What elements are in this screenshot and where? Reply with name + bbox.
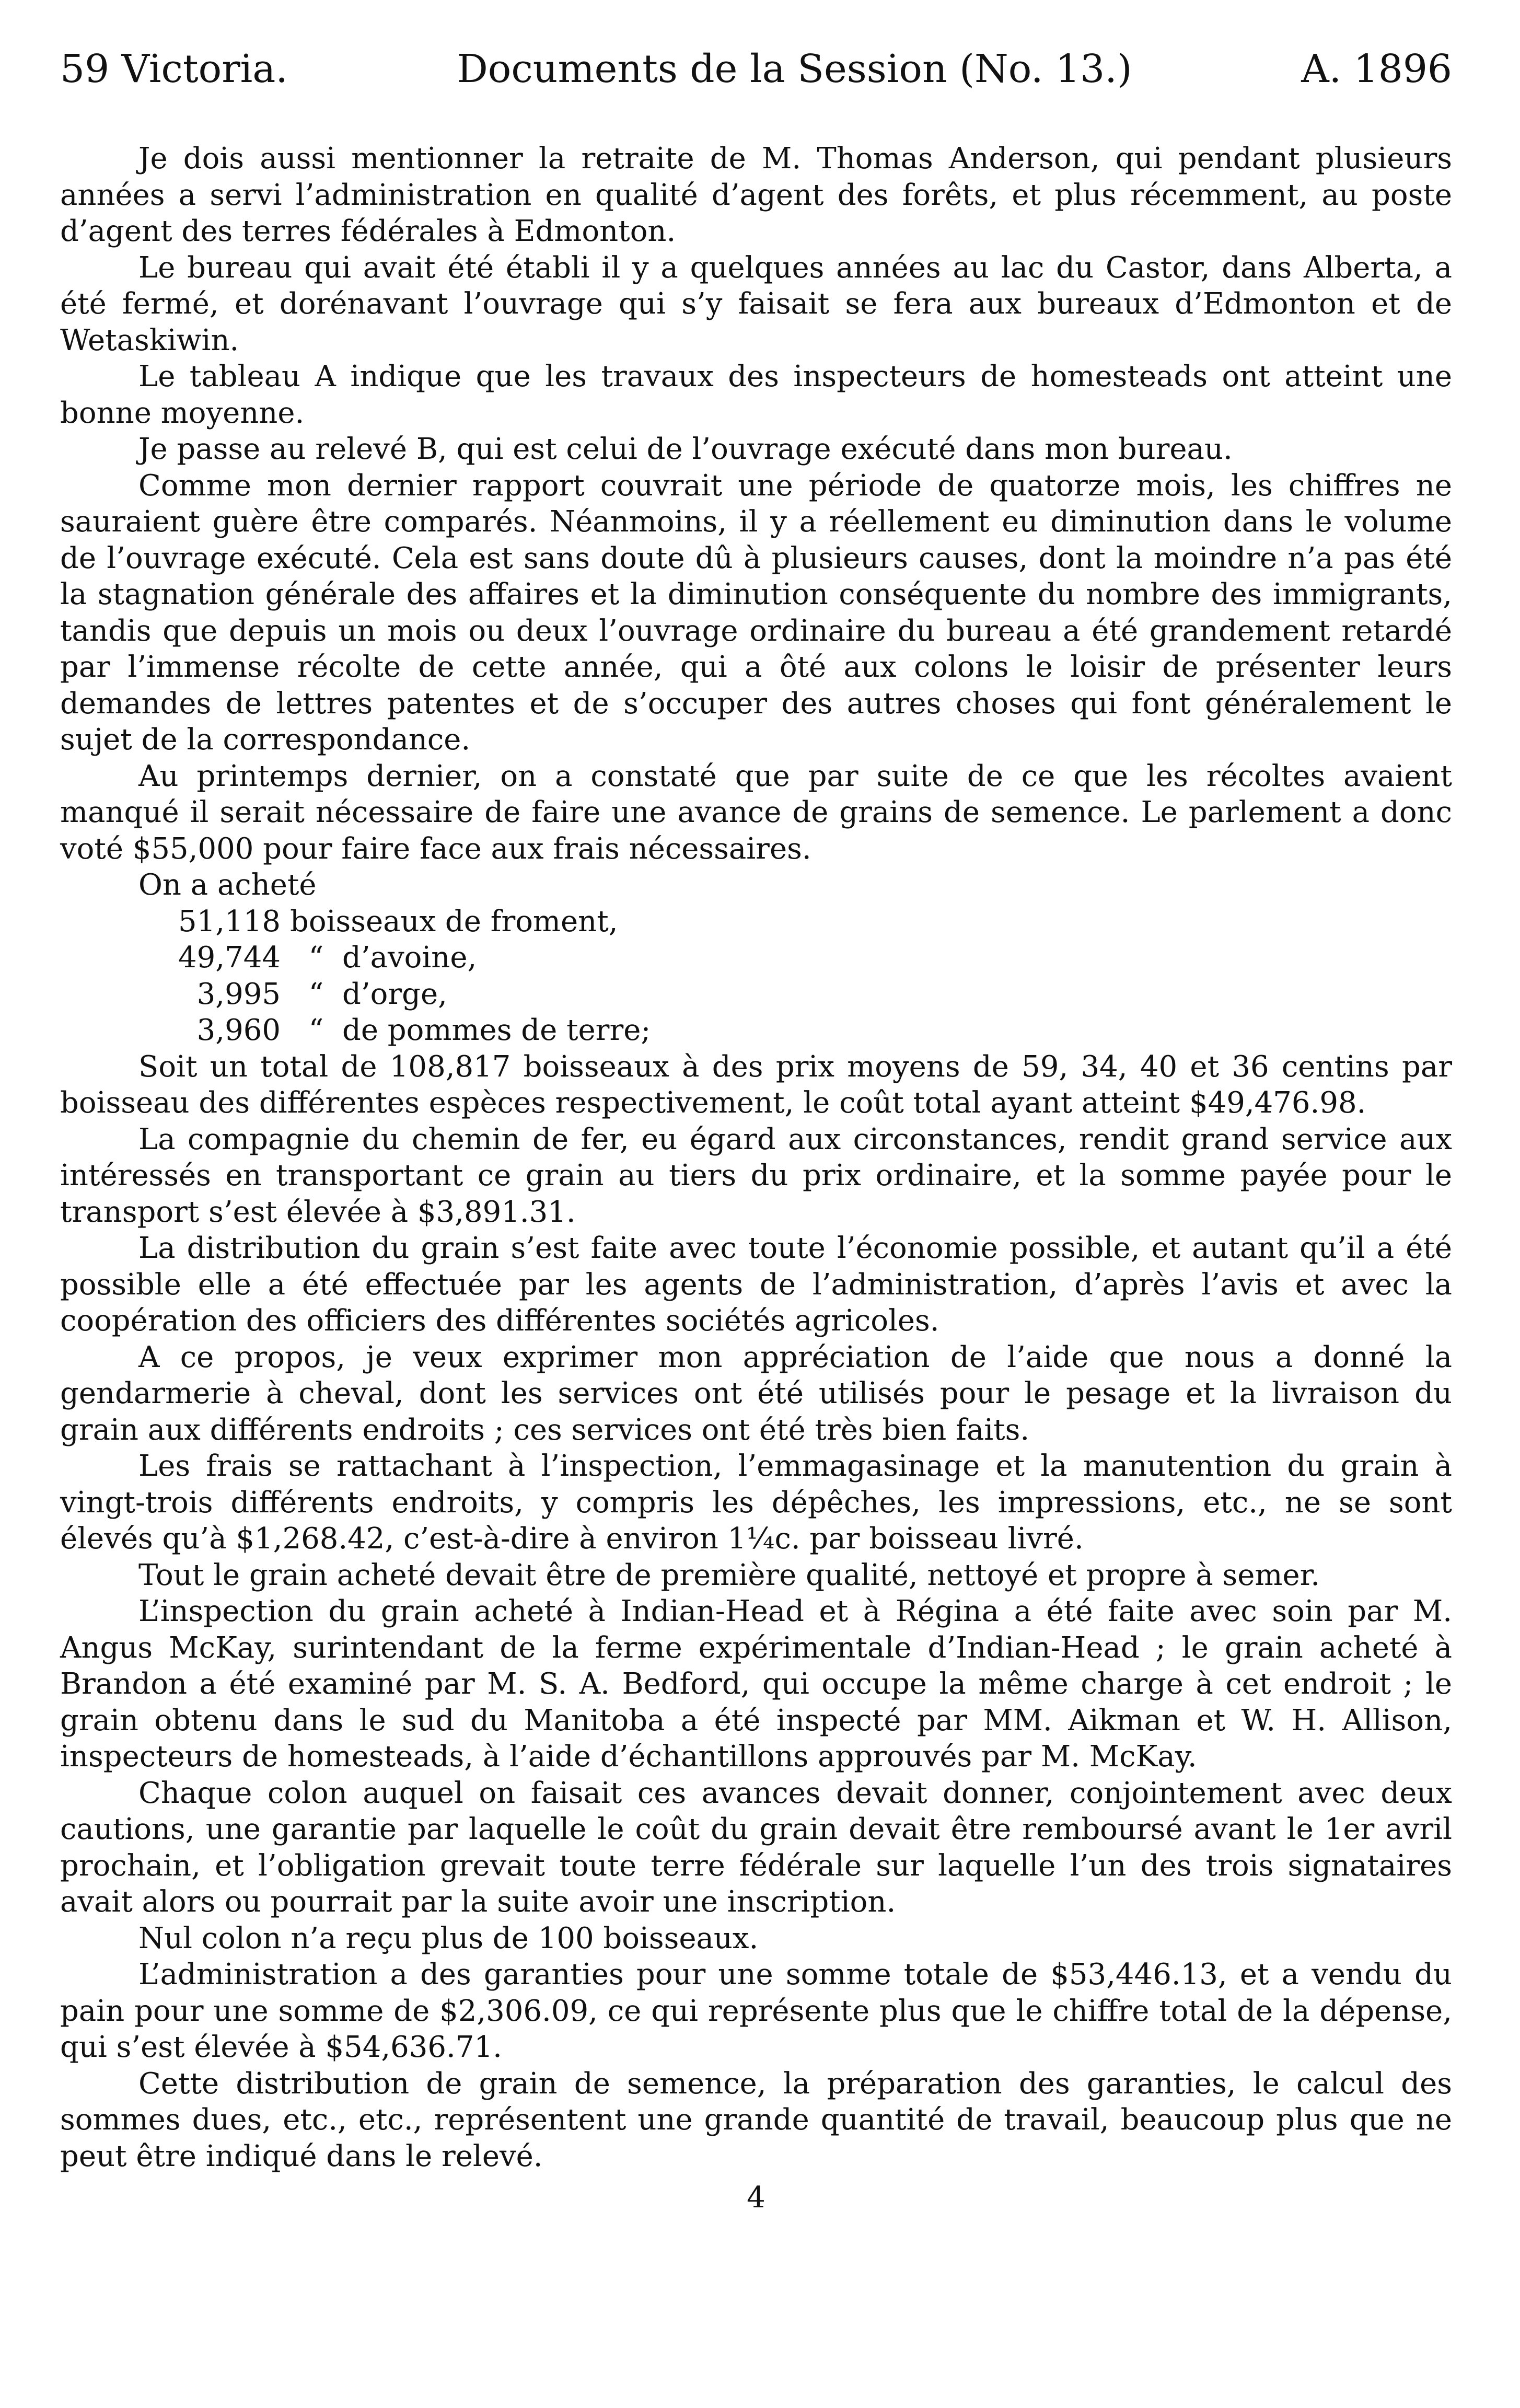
purchase-qty: 51,118 [178, 904, 281, 939]
running-header [60, 47, 1452, 91]
paragraph: Cette distribution de grain de semence, la préparation des garanties, le calcul des sommes dues, etc., etc., représentent une grande quantité de travail, beaucoup plus que ne peut être indiqué dans le relevé. [60, 2066, 1452, 2173]
purchase-item [138, 976, 1452, 1013]
ditto-mark: “ [308, 977, 324, 1011]
purchase-qty: 3,995 [196, 977, 281, 1011]
body-text [60, 141, 1452, 867]
paragraph: Comme mon dernier rapport couvrait une période de quatorze mois, les chiffres ne sauraient guère être comparés. Néanmoins, il y a réellement eu diminution dans le volume de l’ouvrage exécuté. Cela est sans doute dû à plusieurs causes, dont la moindre n’a pas été la stagnation générale des affaires et la diminution conséquente du nombre des immigrants, tandis que depuis un mois ou deux l’ouvrage ordinaire du bureau a été grandement retardé par l’immense récolte de cette année, qui a ôté aux colons le loisir de présenter leurs demandes de lettres patentes et de s’occuper des autres choses qui font généralement le sujet de la correspondance. [60, 468, 1452, 757]
page-number: 4 [747, 2181, 765, 2215]
paragraph: Tout le grain acheté devait être de première qualité, nettoyé et propre à semer. [138, 1558, 1320, 1592]
paragraph: Le tableau A indique que les travaux des inspecteurs de homesteads ont atteint une bonne moyenne. [60, 360, 1452, 430]
purchase-lead-text: On a acheté [138, 868, 317, 902]
body-text-continued [60, 1049, 1452, 2175]
paragraph: Chaque colon auquel on faisait ces avances devait donner, conjointement avec deux cautions, une garantie par laquelle le coût du grain devait être remboursé avant le 1er avril prochain, et l’obligation grevait toute terre fédérale sur laquelle l’un des trois signataires avait alors ou pourrait par la suite avoir une inscription. [60, 1776, 1452, 1919]
purchase-item [138, 1012, 1452, 1049]
paragraph: La distribution du grain s’est faite avec toute l’économie possible, et autant qu’il a été possible elle a été effectuée par les agents de l’administration, d’après l’avis et avec la coopération des officiers des différentes sociétés agricoles. [60, 1231, 1452, 1338]
header-year: A. 1896 [1301, 47, 1452, 91]
header-session: 59 Victoria. [60, 47, 288, 91]
purchase-list [138, 867, 1452, 1049]
purchase-desc: d’avoine, [342, 941, 477, 975]
paragraph: Les frais se rattachant à l’inspection, l’emmagasinage et la manutention du grain à vingt-trois différents endroits, y compris les dépêches, les impressions, etc., ne se sont élevés qu’à $1,268.42, c’est-à-dire à environ 1¼c. par boisseau livré. [60, 1449, 1452, 1556]
purchase-item [138, 904, 1452, 940]
paragraph: Au printemps dernier, on a constaté que par suite de ce que les récoltes avaient manqué il serait nécessaire de faire une avance de grains de semence. Le parlement a donc voté $55,000 pour faire face aux frais nécessaires. [60, 759, 1452, 866]
purchase-desc: de pommes de terre; [342, 1013, 651, 1047]
paragraph: A ce propos, je veux exprimer mon appréciation de l’aide que nous a donné la gendarmerie à cheval, dont les services ont été utilisés pour le pesage et la livraison du grain aux différents endroits ; ces services ont été très bien faits. [60, 1340, 1452, 1447]
purchase-qty: 49,744 [178, 941, 281, 975]
purchase-item [138, 940, 1452, 976]
paragraph: Je passe au relevé B, qui est celui de l’ouvrage exécuté dans mon bureau. [138, 432, 1233, 466]
purchase-desc: boisseaux de froment, [290, 904, 618, 939]
header-title: Documents de la Session (No. 13.) [457, 47, 1132, 91]
paragraph: L’inspection du grain acheté à Indian-Head et à Régina a été faite avec soin par M. Angus McKay, surintendant de la ferme expérimentale d’Indian-Head ; le grain acheté à Brandon a été examiné par M. S. A. Bedford, qui occupe la même charge à cet endroit ; le grain obtenu dans le sud du Manitoba a été inspecté par MM. Aikman et W. H. Allison, inspecteurs de homesteads, à l’aide d’échantillons approuvés par M. McKay. [60, 1594, 1452, 1774]
ditto-mark: “ [308, 1013, 324, 1047]
paragraph: Nul colon n’a reçu plus de 100 boisseaux. [138, 1921, 759, 1955]
paragraph: Le bureau qui avait été établi il y a quelques années au lac du Castor, dans Alberta, a été fermé, et dorénavant l’ouvrage qui s’y faisait se fera aux bureaux d’Edmonton et de Wetaskiwin. [60, 250, 1452, 357]
purchase-qty: 3,960 [196, 1013, 281, 1047]
ditto-mark: “ [308, 941, 324, 975]
paragraph: L’administration a des garanties pour une somme totale de $53,446.13, et a vendu du pain pour une somme de $2,306.09, ce qui représente plus que le chiffre total de la dépense, qui s’est élevée à $54,636.71. [60, 1958, 1452, 2064]
paragraph: Soit un total de 108,817 boisseaux à des prix moyens de 59, 34, 40 et 36 centins par boisseau des différentes espèces respectivement, le coût total ayant atteint $49,476.98. [60, 1049, 1452, 1120]
paragraph: Je dois aussi mentionner la retraite de M. Thomas Anderson, qui pendant plusieurs années a servi l’administration en qualité d’agent des forêts, et plus récemment, au poste d’agent des terres fédérales à Edmonton. [60, 142, 1452, 248]
paragraph: La compagnie du chemin de fer, eu égard aux circonstances, rendit grand service aux intéressés en transportant ce grain au tiers du prix ordinaire, et la somme payée pour le transport s’est élevée à $3,891.31. [60, 1122, 1452, 1229]
purchase-lead [138, 867, 1452, 904]
purchase-desc: d’orge, [342, 977, 447, 1011]
